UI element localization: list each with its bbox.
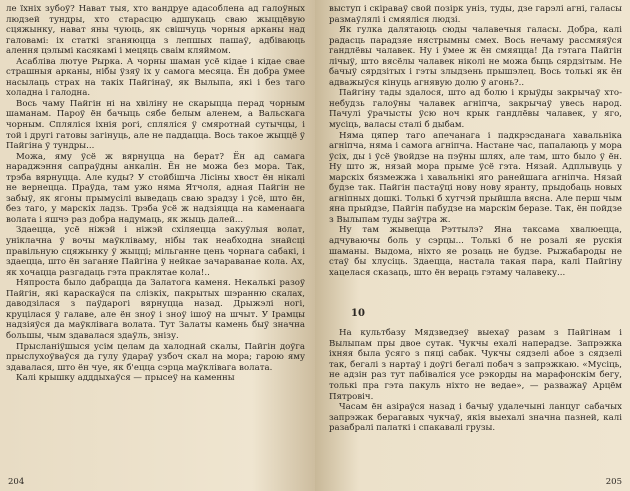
paragraph: Часам ён азіраўся назад і бачыў удалечыні ланцуг сабачых запрэжак берагавых чукчаў, якія выехалі значна пазней, калі разабралі палаткі і спакавалі грузы. (329, 402, 622, 434)
paragraph: Няпроста было дабрацца да Залатога каменя. Некалькі разоў Пайгін, які караскаўся па слізкіх, пакрытых шэранню скалах, даводзілася з паўдарогі вярнуцца назад. Дрыжэлі ногі, круцілася ў галаве, але ён зноў і зноў ішоў на шчыт. У Ірамцы надзіяўся да маўклівага волата. Тут Залаты камень быў значна большы, чым здавалася здаўль, знізу. (6, 278, 305, 341)
paragraph: Здаецца, усё ніжэй і ніжэй схіляецца закуўлыя волат, уніклачна ў вочы маўкліваму, нібы так неабходна знайсці правільную сцяжынку ў жыцці; мільганне цень чорнага сабакі, і здаецца, што ён заганяе Пайгіна ў нейкае зачараванае кола. Ах, як хочацца разгадаць гэта праклятае кола!.. (6, 225, 305, 278)
paragraph: Няма цяпер таго апечанага і падкрэсданага хавальніка агніпча, няма і самога агніпча. Настане час, папалаюць у мора ўсіх, ды і ўсё ўвойдзе на пэўны шлях, але там, што было ў ён. Ну што ж, нязай мора прыме ўсё гэта. Нязай. Адплывуць у марскіх бязмежжа і хавальнікі яго ранейшага агніпча. Нязай будзе так. Пайгін пастаўці нову нову яранту, прыдобаць новых агніпных дошкі. Толькі б хутчэй прыйшла вясна. Але перш чым яна прыйдзе, Пайгін пабудзе на марскім беразе. Так, ён пойдзе з Вылыпам туды заўтра ж. (329, 130, 622, 225)
chapter-number: 10 (351, 308, 365, 320)
paragraph: Калі крышку адддыхаўся — прысеў на каменны (16, 373, 235, 384)
left-page-text (6, 4, 305, 384)
paragraph: Як гулка далятаюць сюды чалавечыя галасы. Добра, калі радасць парадзяе нястрымны смех. Вось нечаму рассмяяўся гандлёвы чалавек. Ну і ўмее ж ён смяяцца! Да гэтага Пайгін лічыў, што вясёлы чалавек ніколі не можа быць сярдзітым. Не бачыў сярдзітых і гэты злыдзень прышэлец. Вось толькі як ён адважыўся кінуць агнявую долю ў агонь?.. (329, 25, 622, 88)
paragraph: ле їхніх зубоў? Нават тыя, хто вандруе адасоблена ад галоўных людзей тундры, хто старасцю адшукаць сваю жыццёвую сцяжынку, нават яны чуюць, як свішчуць чорныя арканы над галовамі: іх статкі зганяюцца з лепшых пашаў, адбіваюць алення цэлымі касякамі і мецяць сваім кляймом. (6, 4, 305, 57)
paragraph: Прысланіўшыся усім целам да халоднай скалы, Пайгін доўга прыслухоўваўся да гулу ўдараў узбоч скал на мора; гарою яму здавалася, што ён чуе, як б'ецца сэрца маўклівага волата. (6, 341, 305, 373)
right-page-text (329, 4, 622, 434)
paragraph: Асабліва лютуе Рырка. А чорны шаман усё кідае і кідае свае страшныя арканы, нібы ўзяў іх у самога месяца. Ён добра ўмее насылаць страх на такіх Пайгінаў, як Вылыпа, які і без таго холадна і галодна. (6, 56, 305, 99)
paragraph: выступ і скіраваў свой позірк уніз, туды, дзе гарэлі агні, галасы размаўлялі і смяяліся людзі. (329, 4, 622, 25)
paragraph: Пайгіну тады здалося, што ад болю і крыўды закрычаў хто-небудзь галоўны чалавек агніпча, закрычаў увесь народ. Пачулі ўрачысты ўсю ноч крык гандлёвы чалавек, у яго, мусіць, валасы сталі б дыбам. (329, 88, 622, 131)
paragraph: Можа, яму ўсё ж вярнуцца на берат? Ён ад самага нараджэння сапраўдны анкалін. Ён не можа без мора. Так, трэба вярнуцца. Але куды? У стойбішча Лісіны хвост ён нікалі не вернецца. Праўда, там ужо няма Ятчоля, адная Пайгін не забыў, як ягоны прымусілі выведаць сваю зрадзу і ўсё, што ён, без таго, у марскіх ладзь. Трэба ўсё ж надзіяцца на каменаага волата і яшчэ раз добра надумаць, як жыць далей... (6, 151, 305, 225)
paragraph: На культбазу Мядзведзеў выехаў разам з Пайгінам і Вылыпам пры двое сутак. Чукчы ехалі наперадзе. Запрэжка іхняя была ўсяго з пяці сабак. Чукчы сядзелі абое з сядзелі так, бегалі з нартаў і доўгі бегалі побач з запрэжкаю. «Мусіць, не адзін раз тут пабіваліся усе рэкорды на марафонскім бегу, толькі пра гэта пакуль ніхто не ведае», — разважаў Арцём Пятровіч. (329, 328, 622, 402)
page-number: 205 (605, 477, 622, 487)
paragraph: Ну там жывецца Рэттылэ? Яна таксама хвалюецца, адчуваючы боль у сэрцы... Толькі б не розалі яе рускія шаманы. Выдома, ніхто яе розаць не будзе. Рыжабароды не стаў бы хлусіць. Здаецца, настала такая пара, калі Пайгіну хацелася сказаць, што ён вераць гэтаму чалавеку... (329, 225, 622, 278)
paragraph: Вось чаму Пайгін ні на хвіліну не скарыцца перад чорным шаманам. Пароў ён бачыць сябе белым аленем, а Вальскага чорным. Спляліся іхнія рогі, спляліся ў смяротнай сутычцы, і той і другі гатовы загінуць, але не паддацца. Вось такое жыццё ў Пайгіна ў тундры... (6, 98, 305, 152)
page-number: 204 (8, 477, 25, 487)
right-page (315, 0, 630, 491)
